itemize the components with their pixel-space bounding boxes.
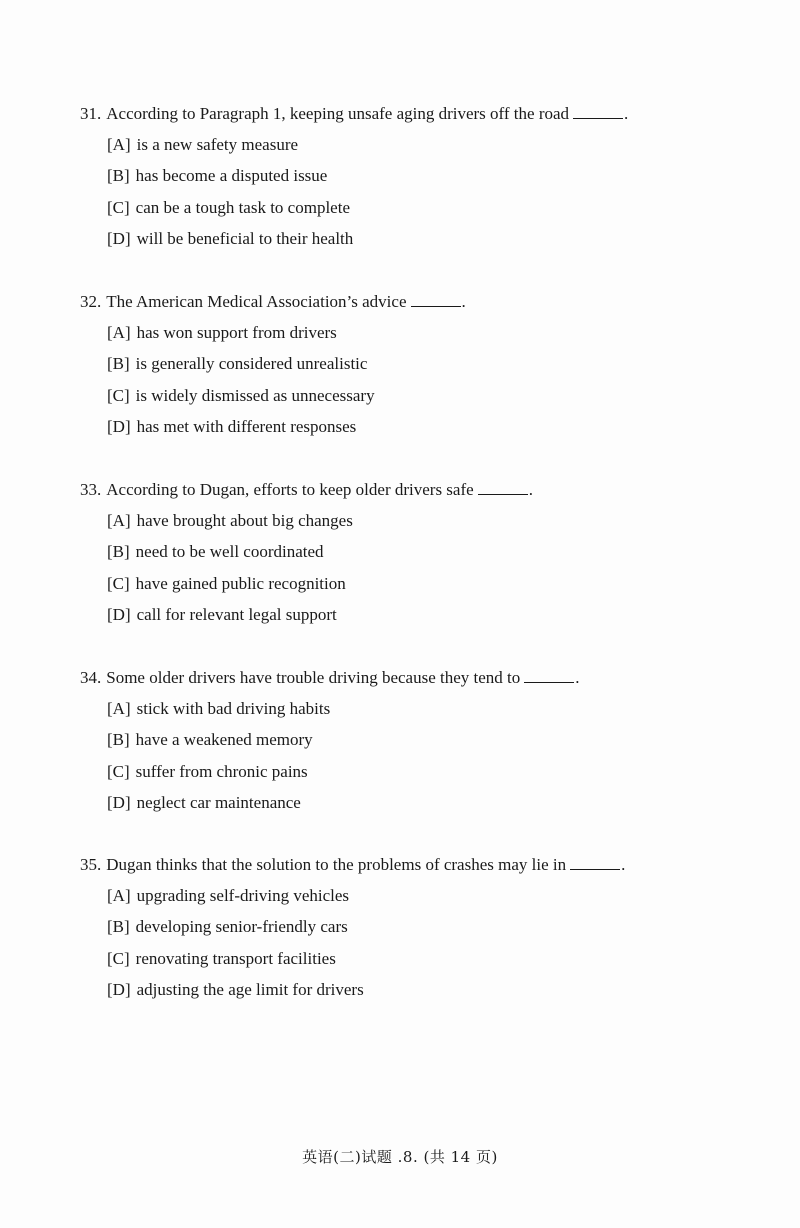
question-end: .: [621, 855, 626, 874]
option-text: has won support from drivers: [136, 323, 337, 342]
option-d: [107, 792, 720, 823]
option-a: [107, 698, 720, 729]
option-c: [107, 948, 720, 979]
question-number: 34.: [80, 668, 102, 687]
option-text: suffer from chronic pains: [135, 761, 308, 781]
option-a: [107, 885, 720, 916]
option-d: [107, 416, 720, 447]
question-text: Some older drivers have trouble driving because they tend to: [106, 668, 521, 687]
question-number: 31.: [80, 104, 102, 123]
question-number: 35.: [80, 855, 102, 874]
option-letter: [C]: [107, 385, 130, 405]
answer-blank: [478, 480, 528, 495]
option-letter: [C]: [107, 573, 130, 593]
question-stem: [80, 854, 720, 876]
option-letter: [B]: [107, 917, 130, 937]
question-end: .: [528, 480, 533, 499]
option-letter: [C]: [107, 948, 130, 968]
option-letter: [A]: [107, 323, 131, 342]
answer-blank: [573, 104, 623, 119]
question-end: .: [624, 104, 629, 123]
question-text: According to Paragraph 1, keeping unsafe aging drivers off the road: [106, 104, 570, 123]
question-stem: [80, 479, 720, 501]
option-text: adjusting the age limit for drivers: [136, 979, 364, 999]
option-letter: [D]: [107, 979, 131, 999]
answer-blank: [570, 855, 620, 870]
option-text: is widely dismissed as unnecessary: [135, 385, 375, 405]
option-text: will be beneficial to their health: [136, 228, 354, 248]
option-text: can be a tough task to complete: [135, 197, 350, 217]
question-stem: [80, 667, 720, 689]
question-end: .: [575, 668, 580, 687]
option-letter: [A]: [107, 886, 131, 905]
question-end: .: [461, 292, 466, 311]
option-letter: [B]: [107, 730, 130, 750]
option-c: [107, 573, 720, 604]
option-letter: [D]: [107, 416, 131, 436]
question-32: [80, 291, 720, 447]
option-letter: [B]: [107, 166, 130, 186]
option-text: have brought about big changes: [136, 511, 353, 530]
option-c: [107, 197, 720, 228]
option-d: [107, 228, 720, 259]
option-text: has met with different responses: [136, 416, 357, 436]
question-35: [80, 854, 720, 1010]
option-b: [107, 541, 720, 572]
option-b: [107, 165, 720, 196]
option-text: need to be well coordinated: [135, 542, 324, 562]
option-letter: [C]: [107, 197, 130, 217]
option-a: [107, 134, 720, 165]
option-c: [107, 761, 720, 792]
option-b: [107, 353, 720, 384]
option-letter: [D]: [107, 228, 131, 248]
option-letter: [A]: [107, 699, 131, 718]
question-text: The American Medical Association’s advice: [106, 292, 407, 311]
option-d: [107, 604, 720, 635]
option-d: [107, 979, 720, 1010]
option-letter: [D]: [107, 604, 131, 624]
option-letter: [A]: [107, 511, 131, 530]
option-a: [107, 510, 720, 541]
question-text: According to Dugan, efforts to keep older drivers safe: [106, 480, 474, 499]
question-33: [80, 479, 720, 635]
option-letter: [B]: [107, 542, 130, 562]
question-31: [80, 103, 720, 259]
option-c: [107, 385, 720, 416]
option-text: developing senior-friendly cars: [135, 917, 348, 937]
option-list: [107, 698, 720, 823]
option-text: neglect car maintenance: [136, 792, 301, 812]
page-footer: 英语(二)试题 .8. (共 14 页): [302, 1148, 498, 1166]
option-list: [107, 322, 720, 447]
option-text: is generally considered unrealistic: [135, 354, 368, 374]
option-letter: [A]: [107, 135, 131, 154]
option-letter: [C]: [107, 761, 130, 781]
question-stem: [80, 103, 720, 125]
option-list: [107, 885, 720, 1010]
option-text: have a weakened memory: [135, 730, 313, 750]
option-list: [107, 510, 720, 635]
option-text: have gained public recognition: [135, 573, 346, 593]
option-letter: [D]: [107, 792, 131, 812]
question-number: 33.: [80, 480, 102, 499]
question-number: 32.: [80, 292, 102, 311]
answer-blank: [524, 668, 574, 683]
option-b: [107, 729, 720, 760]
question-34: [80, 667, 720, 823]
option-text: stick with bad driving habits: [136, 699, 331, 718]
option-b: [107, 916, 720, 947]
option-a: [107, 322, 720, 353]
option-text: upgrading self-driving vehicles: [136, 886, 350, 905]
option-text: call for relevant legal support: [136, 604, 337, 624]
option-text: is a new safety measure: [136, 135, 299, 154]
option-letter: [B]: [107, 354, 130, 374]
option-list: [107, 134, 720, 259]
question-stem: [80, 291, 720, 313]
option-text: renovating transport facilities: [135, 948, 336, 968]
option-text: has become a disputed issue: [135, 166, 328, 186]
answer-blank: [411, 292, 461, 307]
question-text: Dugan thinks that the solution to the problems of crashes may lie in: [106, 855, 567, 874]
